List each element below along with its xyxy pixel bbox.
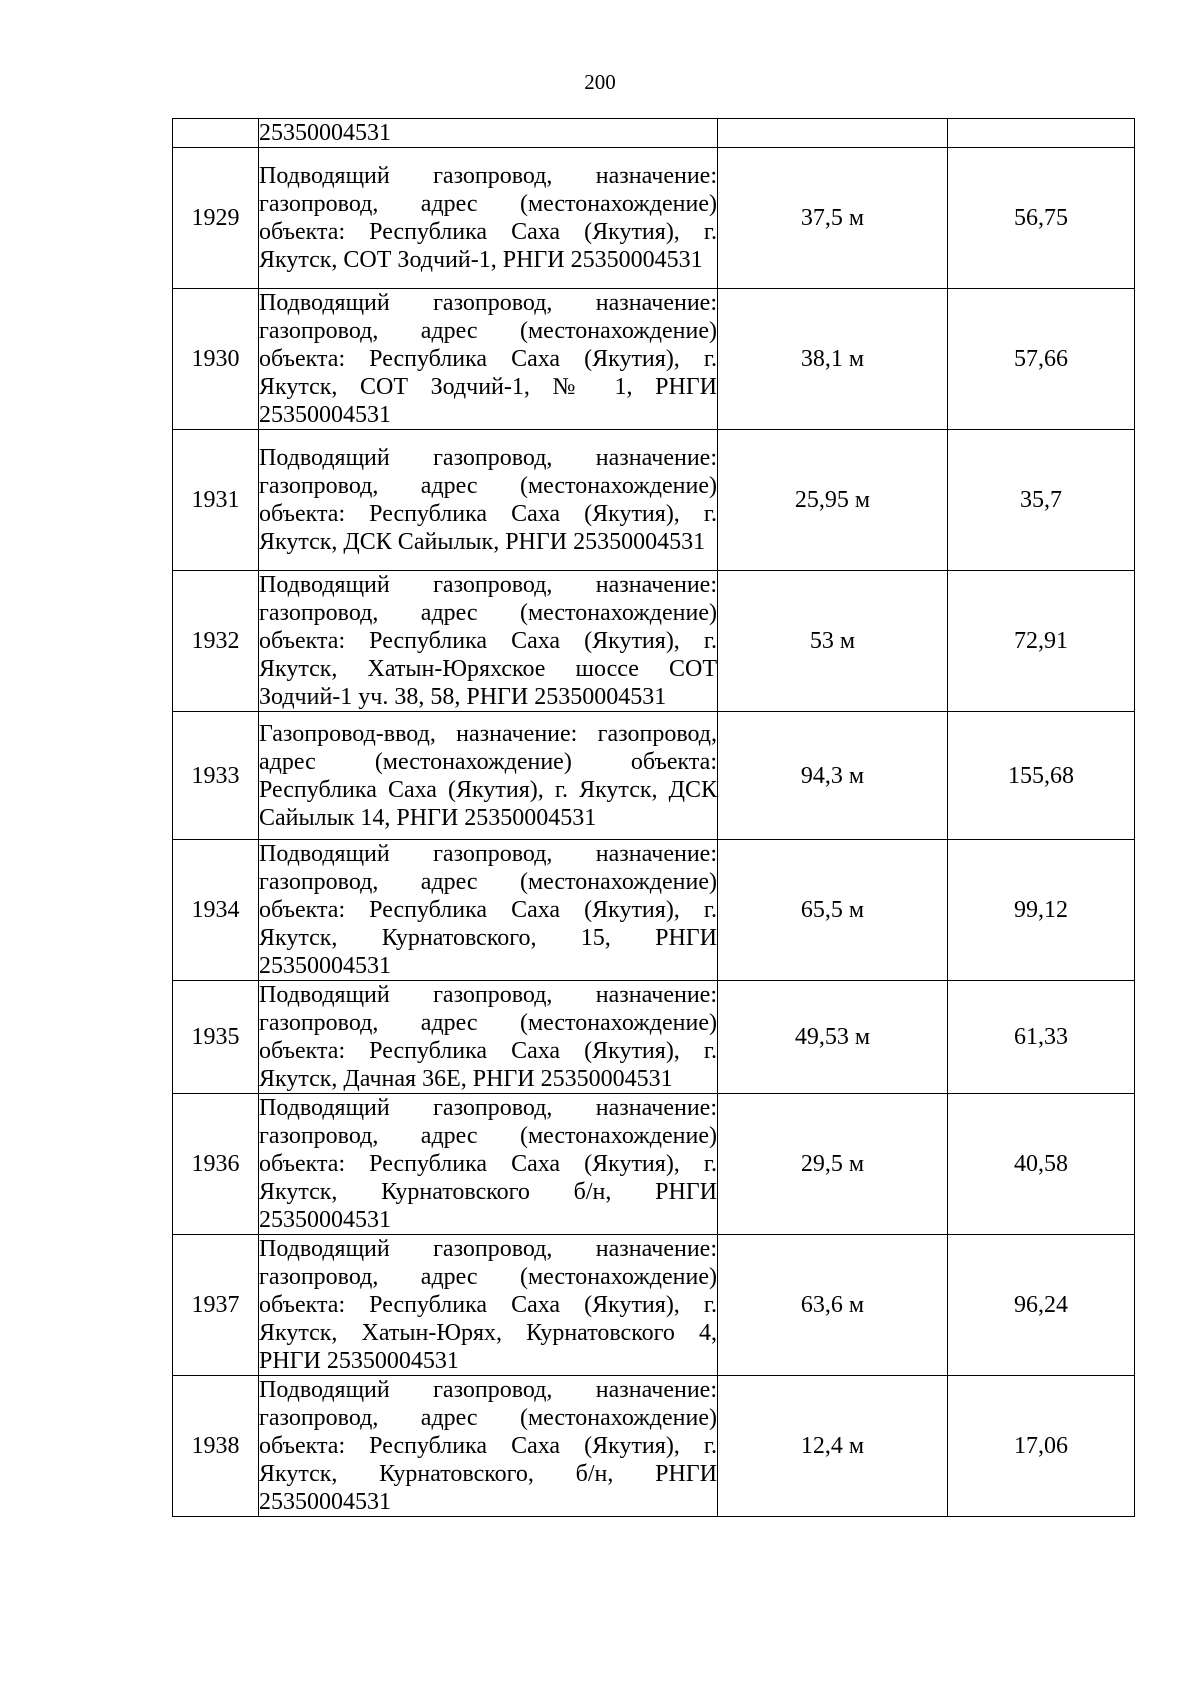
length-cell: 63,6 м	[718, 1235, 948, 1376]
description-cell: Подводящий газопровод, назначение: газопровод, адрес (местонахождение) объекта: Республика Саха (Якутия), г. Якутск, Дачная 36Е, РНГИ 25350004531	[259, 982, 717, 1092]
table-row	[173, 430, 1135, 571]
description-cell: Подводящий газопровод, назначение: газопровод, адрес (местонахождение) объекта: Республика Саха (Якутия), г. Якутск, СОТ Зодчий-1, № 1, РНГИ 25350004531	[259, 290, 717, 428]
row-number-cell: 1934	[173, 840, 259, 981]
length-cell: 12,4 м	[718, 1376, 948, 1517]
value-cell: 17,06	[948, 1376, 1135, 1517]
value-cell: 40,58	[948, 1094, 1135, 1235]
value-cell: 56,75	[948, 148, 1135, 289]
page-number: 200	[584, 70, 616, 94]
value-cell: 61,33	[948, 981, 1135, 1094]
value-cell: 99,12	[948, 840, 1135, 981]
length-cell	[718, 119, 948, 148]
length-cell: 53 м	[718, 571, 948, 712]
row-number-cell	[173, 119, 259, 148]
row-number-cell: 1929	[173, 148, 259, 289]
description-cell: 25350004531	[259, 119, 718, 148]
row-number-cell: 1930	[173, 289, 259, 430]
table-row	[173, 1094, 1135, 1235]
table-row	[173, 1235, 1135, 1376]
table-row	[173, 148, 1135, 289]
row-number-cell: 1936	[173, 1094, 259, 1235]
value-cell: 155,68	[948, 712, 1135, 840]
length-cell: 94,3 м	[718, 712, 948, 840]
row-number-cell: 1931	[173, 430, 259, 571]
table-row	[173, 840, 1135, 981]
description-cell: Подводящий газопровод, назначение: газопровод, адрес (местонахождение) объекта: Республика Саха (Якутия), г. Якутск, Курнатовского, б/н, РНГИ 25350004531	[259, 1377, 717, 1515]
length-cell: 49,53 м	[718, 981, 948, 1094]
description-cell: Подводящий газопровод, назначение: газопровод, адрес (местонахождение) объекта: Республика Саха (Якутия), г. Якутск, СОТ Зодчий-1, РНГИ 25350004531	[259, 148, 718, 289]
description-cell: Подводящий газопровод, назначение: газопровод, адрес (местонахождение) объекта: Республика Саха (Якутия), г. Якутск, Курнатовского б/н, РНГИ 25350004531	[259, 1095, 717, 1233]
description-cell: Подводящий газопровод, назначение: газопровод, адрес (местонахождение) объекта: Республика Саха (Якутия), г. Якутск, Курнатовского, 15, РНГИ 25350004531	[259, 841, 717, 979]
length-cell: 65,5 м	[718, 840, 948, 981]
table-row	[173, 289, 1135, 430]
value-cell	[948, 119, 1135, 148]
length-cell: 29,5 м	[718, 1094, 948, 1235]
description-cell: Подводящий газопровод, назначение: газопровод, адрес (местонахождение) объекта: Республика Саха (Якутия), г. Якутск, Хатын-Юряхское шоссе СОТ Зодчий-1 уч. 38, 58, РНГИ 25350004531	[259, 572, 717, 710]
length-cell: 38,1 м	[718, 289, 948, 430]
row-number-cell: 1933	[173, 712, 259, 840]
description-cell: Подводящий газопровод, назначение: газопровод, адрес (местонахождение) объекта: Республика Саха (Якутия), г. Якутск, Хатын-Юрях, Курнатовского 4, РНГИ 25350004531	[259, 1236, 717, 1374]
description-cell: Подводящий газопровод, назначение: газопровод, адрес (местонахождение) объекта: Республика Саха (Якутия), г. Якутск, ДСК Сайылык, РНГИ 25350004531	[259, 430, 718, 571]
table-row	[173, 1376, 1135, 1517]
table-row	[173, 571, 1135, 712]
length-cell: 25,95 м	[718, 430, 948, 571]
value-cell: 72,91	[948, 571, 1135, 712]
description-cell: Газопровод-ввод, назначение: газопровод, адрес (местонахождение) объекта: Республика Саха (Якутия), г. Якутск, ДСК Сайылык 14, РНГИ 25350004531	[259, 712, 718, 840]
value-cell: 35,7	[948, 430, 1135, 571]
table-row-continuation	[173, 119, 1135, 148]
row-number-cell: 1935	[173, 981, 259, 1094]
table-row	[173, 981, 1135, 1094]
row-number-cell: 1932	[173, 571, 259, 712]
value-cell: 57,66	[948, 289, 1135, 430]
row-number-cell: 1938	[173, 1376, 259, 1517]
property-registry-table	[172, 118, 1135, 1517]
row-number-cell: 1937	[173, 1235, 259, 1376]
table-row	[173, 712, 1135, 840]
value-cell: 96,24	[948, 1235, 1135, 1376]
length-cell: 37,5 м	[718, 148, 948, 289]
